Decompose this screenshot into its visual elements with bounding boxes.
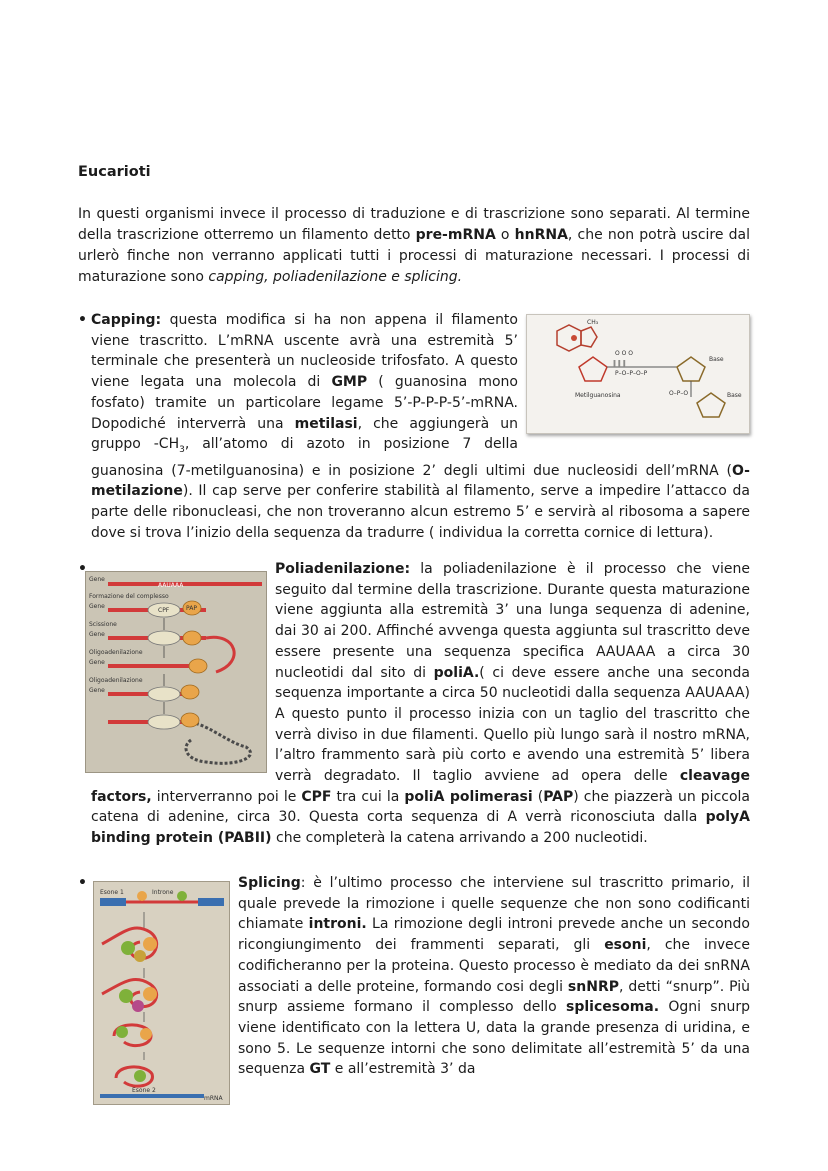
capping-label: Capping: bbox=[91, 312, 162, 328]
svg-text:O O O: O O O bbox=[615, 350, 633, 357]
bullet: • bbox=[78, 875, 87, 891]
svg-text:Gene: Gene bbox=[89, 603, 105, 610]
esone2-label: Esone 2 bbox=[132, 1087, 156, 1094]
base-label-2: Base bbox=[727, 392, 742, 399]
svg-text:Scissione: Scissione bbox=[89, 621, 117, 628]
svg-text:Gene: Gene bbox=[89, 659, 105, 666]
svg-text:O–P–O: O–P–O bbox=[669, 390, 689, 397]
cap-structure-diagram bbox=[527, 315, 749, 433]
svg-text:Oligoadenilazione: Oligoadenilazione bbox=[89, 649, 143, 656]
splicing-figure bbox=[93, 881, 230, 1105]
svg-text:Formazione del complesso: Formazione del complesso bbox=[89, 593, 169, 600]
capping-figure bbox=[526, 314, 750, 434]
base-label-1: Base bbox=[709, 356, 724, 363]
svg-text:Gene: Gene bbox=[89, 687, 105, 694]
svg-text:P–O–P–O–P: P–O–P–O–P bbox=[615, 370, 648, 377]
poliadenilazione-item: • Gene Formazione del complesso Gene Scissione Gene Oligoadenilazione Gene Oligoadenilazione Gene CPF PAP AAUAAA Poliadenilazione: la poliadenilazione è il processo che viene seguito dal termine della trascrizione. Durante questa maturazione viene aggiunta alla estremità 3’ una lunga sequenza di adenine, dai 30 ai 200. Affinché avvenga questa aggiunta sul trascritto deve essere presente una sequenza specifica AAUAAA a circa 30 nucleotidi dal sito di poliA.( ci deve essere anche una seconda sequenza importante a circa 50 nucleotidi dalla sequenza AAUAAA) A questo punto il processo inizia con un taglio del trascritto che verrà diviso in due filamenti. Quello più lungo sarà il nostro mRNA, l’altro frammento sarà più corto e avendo una estremità 5’ libera verrà degradato. Il taglio avviene ad opera delle cleavage factors, interverranno poi le CPF tra cui la poliA polimerasi (PAP) che piazzerà un piccola catena di adenine, circa 30. Questa corta sequenza di A verrà riconosciuta dalla polyA binding protein (PABII) che completerà la catena arrivando a 200 nucleotidi. bbox=[78, 561, 751, 847]
pap-label: PAP bbox=[186, 605, 197, 612]
svg-text:Gene: Gene bbox=[89, 631, 105, 638]
svg-text:‖ ‖ ‖: ‖ ‖ ‖ bbox=[613, 360, 626, 367]
mrna-label: mRNA bbox=[204, 1095, 223, 1102]
splicing-label: Splicing bbox=[238, 875, 301, 891]
splicing-item: • Esone 1 Introne Esone 2 mRNA Splicing: è l’ultimo processo che interviene sul trascritto primario, il quale prevede la rimozione i quelle sequenze che non sono codificanti chiamate introni. La rimozione degli introni prevede anche un secondo ricongiungimento dei frammenti separati, gli esoni, che invece codificheranno per la proteina. Questo processo è mediato da dei snRNA associati a delle proteine, formando cosi degli snNRP, detti “snurp”. Più snurp assieme formano il complesso dello splicesoma. Ogni snurp viene identificato con la lettera U, data la grande presenza di uridina, e sono 5. Le sequenze intorni che sono delimitate all’estremità 5’ da una sequenza GT e all’estremità 3’ da bbox=[78, 873, 750, 1107]
svg-text:Oligoadenilazione: Oligoadenilazione bbox=[89, 677, 143, 684]
introne-label: Introne bbox=[152, 889, 174, 896]
poly-figure bbox=[85, 571, 267, 773]
svg-text:Gene: Gene bbox=[89, 576, 105, 583]
esone1-label: Esone 1 bbox=[100, 889, 124, 896]
polyadenylation-diagram bbox=[86, 572, 266, 772]
aauaaa-label: AAUAAA bbox=[158, 582, 184, 589]
poly-label: Poliadenilazione: bbox=[275, 561, 411, 577]
intro-paragraph: In questi organismi invece il processo di traduzione e di trascrizione sono separati. Al termine della trascrizione otterremo un filamento detto pre-mRNA o hnRNA, che non potrà uscire dal urlerò finche non verranno applicati tutti i processi di maturazione necessari. I processi di maturazione sono capping, poliadenilazione e splicing. bbox=[78, 206, 750, 285]
cpf-label: CPF bbox=[158, 607, 170, 614]
ch3-label: CH₃ bbox=[587, 319, 599, 326]
bullet: • bbox=[78, 561, 87, 577]
bullet: • bbox=[78, 312, 87, 328]
section-heading: Eucarioti bbox=[78, 164, 151, 180]
metilguanosina-label: Metilguanosina bbox=[575, 392, 621, 399]
splicing-diagram bbox=[94, 882, 229, 1104]
capping-item: • CH₃ Metilguanosina O O O ‖ ‖ ‖ P–O–P–O–P Base O–P–O Base Capping: questa modifica si ha non appena il filamento viene trascritto. L’mRNA uscente avrà una estremità 5’ terminale che presenterà un nucleoside trifosfato. A questo viene legata una molecola di GMP ( guanosina mono fosfato) tramite un particolare legame 5’-P-P-P-5’-mRNA. Dopodiché interverrà una metilasi, che aggiungerà un gruppo $-CH_3$, all’atomo di azoto in posizione 7 della guanosina (7-metilguanosina) e in posizione 2’ degli ultimi due nucleosidi dell’mRNA (O-metilazione). Il cap serve per conferire stabilità al filamento, serve a impedire l’attacco da parte delle ribonucleasi, che non troveranno alcun estremo 5’ e servirà al ribosoma a sapere dove si trova l’inizio della sequenza da tradurre ( individua la corretta cornice di lettura). bbox=[78, 312, 750, 541]
